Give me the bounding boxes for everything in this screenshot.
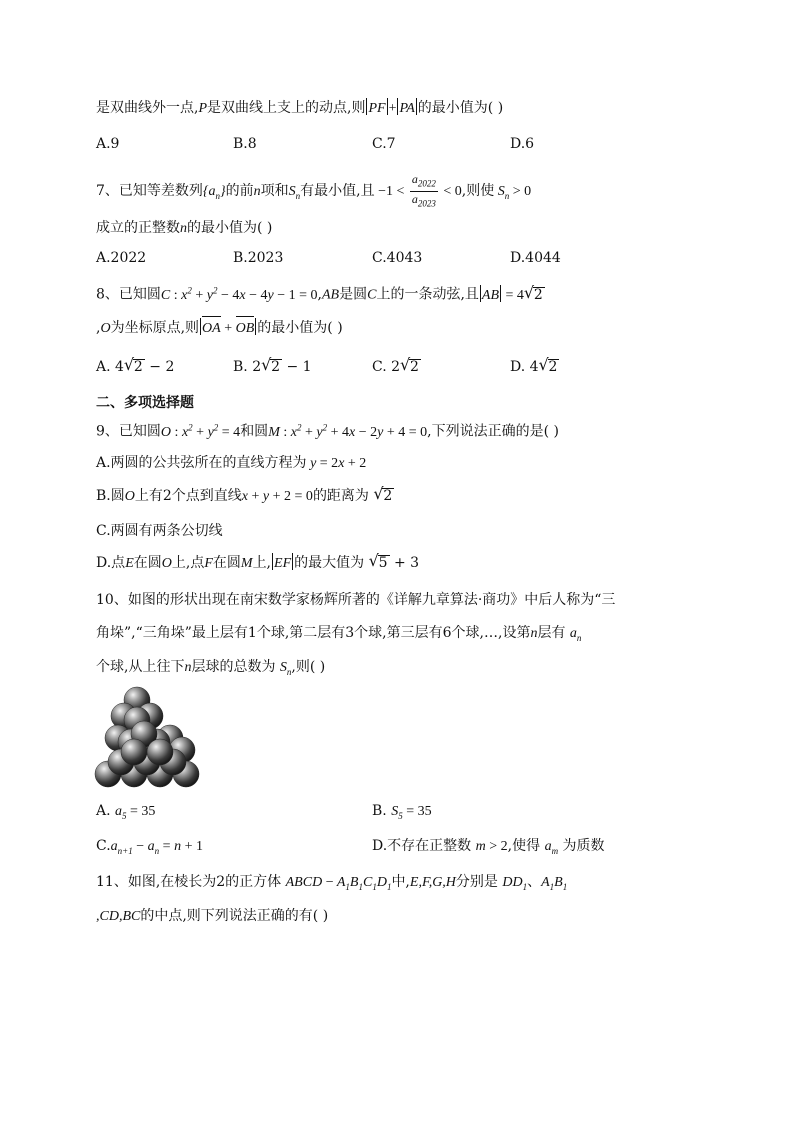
q10-stem-3: 个球,从上往下n层球的总数为 $S_n$,则( )	[96, 659, 326, 677]
q9-d-text-5: 上,	[252, 555, 272, 571]
q9-d-text-4: 在圆	[212, 555, 241, 571]
q8-option-b[interactable]: B. 2 √ 2 − 1	[233, 355, 312, 375]
q8-stem: 8、已知圆C : $x^2 + y^2 - 4x - 4y - 1 = 0,AB$是圆C上的一条动弦,且 AB = 4 √ 2	[96, 282, 543, 303]
q10-d-text-1: D.不存在正整数	[372, 838, 472, 854]
q10-stem-2: 角垛”,“三角垛”最上层有1个球,第二层有3个球,第三层有6个球,…,设第n层有 $a_n$	[96, 625, 582, 643]
q10-text-2: 角垛”,“三角垛”最上层有1个球,第二层有3个球,第三层有6个球,…,设第	[96, 625, 531, 641]
section-heading: 二、多项选择题	[96, 395, 194, 411]
q10-d-text-3: 为质数	[562, 838, 605, 854]
q10-option-d[interactable]: D.不存在正整数 m > 2,使得 $a_m$ 为质数	[372, 838, 605, 856]
q9-d-text-2: 在圆	[133, 555, 162, 571]
q9-text-2: 和圆	[240, 423, 269, 440]
q7-text-6: 成立的正整数	[96, 220, 180, 236]
q8-text-2: 是圆	[339, 286, 368, 303]
q7-text-1: 7、已知等差数列	[96, 183, 203, 200]
q7-option-a[interactable]: A.2022	[96, 250, 147, 266]
q11-text-2: 中,	[391, 874, 410, 890]
q7-text-3: 项和	[260, 183, 289, 200]
q10-text-3b: 层球的总数为	[191, 659, 276, 675]
q9-option-a[interactable]: A.两圆的公共弦所在的直线方程为 y = 2x + 2	[96, 455, 367, 471]
q8-option-d[interactable]: D. 4 √ 2	[510, 355, 558, 375]
q6-option-a[interactable]: A.9	[96, 136, 120, 152]
q10-option-c[interactable]: $C.a_{n+1} - a_n = n + 1$	[96, 838, 203, 856]
q6-expr: PF + PA	[365, 101, 417, 116]
q7-option-d[interactable]: D.4044	[510, 250, 561, 266]
q9-a-text: A.两圆的公共弦所在的直线方程为	[96, 455, 307, 471]
q7-stem-2: 成立的正整数n的最小值为( )	[96, 220, 273, 236]
q9-d-text-1: D.点	[96, 555, 126, 571]
q6-text-1: 是双曲线外一点,	[96, 100, 199, 116]
q10-stem-1: 10、如图的形状出现在南宋数学家杨辉所著的《详解九章算法·商功》中后人称为“三	[96, 592, 616, 608]
q10-option-a[interactable]: A. $a_5 = 35$	[96, 803, 156, 821]
q11-text-1: 11、如图,在棱长为2的正方体	[96, 874, 282, 890]
q10-text-2b: 层有	[537, 625, 566, 641]
q9-option-d[interactable]: D.点E在圆O上,点F在圆M上, EF 的最大值为 √ 5 + 3	[96, 551, 420, 571]
q9-d-text-6: 的最大值为	[294, 555, 365, 571]
q10-text-3a: 个球,从上往下	[96, 659, 185, 675]
q8-stem-2: ,O为坐标原点,则 OA + OB 的最小值为( )	[96, 318, 343, 339]
q9-text-3: ,下列说法正确的是( )	[427, 423, 559, 440]
q9-option-b[interactable]: B.圆O上有2个点到直线x + y + 2 = 0的距离为 √ 2	[96, 484, 393, 504]
q9-b-text-1: B.圆	[96, 488, 125, 504]
q7-text-4: 有最小值,且	[300, 183, 375, 200]
q8-text-1: 8、已知圆	[96, 286, 161, 303]
q6-option-c[interactable]: C.7	[372, 136, 396, 152]
q8-text-4: 为坐标原点,则	[110, 320, 200, 336]
q6-stem-tail	[96, 98, 503, 119]
q11-stem-2: ,CD,BC的中点,则下列说法正确的有( )	[96, 908, 329, 924]
q6-var-p: P	[198, 101, 208, 116]
q11-text-3: 分别是	[455, 874, 498, 890]
triangular-pile-figure	[94, 686, 208, 792]
q10-c-label: C.	[96, 838, 111, 854]
q6-option-d[interactable]: D.6	[510, 136, 535, 152]
q7-text-2: 的前	[225, 183, 254, 200]
q9-option-c[interactable]: C.两圆有两条公切线	[96, 523, 223, 539]
q7-option-b[interactable]: B.2023	[233, 250, 284, 266]
q6-text-2: 是双曲线上支上的动点,则	[207, 100, 366, 116]
q8-text-5: 的最小值为( )	[257, 320, 343, 336]
q9-b-text-2: 上有2个点到直线	[134, 488, 242, 504]
q11-stem-1: 11、如图,在棱长为2的正方体 ABCD − $A_1B_1C_1D_1$中,E,F,G,H分别是 $DD_1$、$A_1B_1$	[96, 874, 568, 892]
q9-stem: 9、已知圆O : $x^2 + y^2 = 4$和圆M : $x^2 + y^2 + 4x - 2y + 4 = 0$,下列说法正确的是( )	[96, 422, 559, 440]
q7-text-7: 的最小值为( )	[187, 220, 273, 236]
q7-seq: $\{a_n\}$	[202, 184, 226, 201]
q8-text-3: 上的一条动弦,且	[376, 286, 479, 303]
q7-option-c[interactable]: C.4043	[372, 250, 423, 266]
q7-ineq: −1 < $\frac{a_{2022}}{a_{2023}}$ < 0	[378, 172, 462, 209]
q7-stem: 7、已知等差数列$\{a_n\}$的前n项和$S_n$有最小值,且 −1 < $\frac{a_{2022}}{a_{2023}}$ < 0,则使 $S_n > 0$	[96, 172, 532, 209]
q9-text-1: 9、已知圆	[96, 423, 161, 440]
q10-text-3c: ,则( )	[291, 659, 326, 675]
q9-b-text-3: 的距离为	[312, 488, 369, 504]
q8-option-c[interactable]: C. 2 √ 2	[372, 355, 419, 375]
q10-option-b[interactable]: B. $S_5 = 35$	[372, 803, 432, 821]
q11-text-4: 的中点,则下列说法正确的有( )	[140, 908, 329, 924]
q9-d-text-3: 上,点	[171, 555, 205, 571]
q8-comma-2: ,	[96, 320, 101, 336]
q8-circle-eq: C : $x^2 + y^2 - 4x - 4y - 1 = 0$	[160, 285, 318, 303]
q10-d-text-2: ,使得	[507, 838, 541, 854]
q8-vector-expr: OA + OB	[199, 321, 257, 336]
q6-option-b[interactable]: B.8	[233, 136, 257, 152]
q8-option-a[interactable]: A. 4 √ 2 − 2	[96, 355, 175, 375]
q8-comma: ,	[317, 286, 322, 303]
q7-text-5: ,则使	[461, 183, 495, 200]
q6-text-3: 的最小值为( )	[417, 100, 504, 116]
